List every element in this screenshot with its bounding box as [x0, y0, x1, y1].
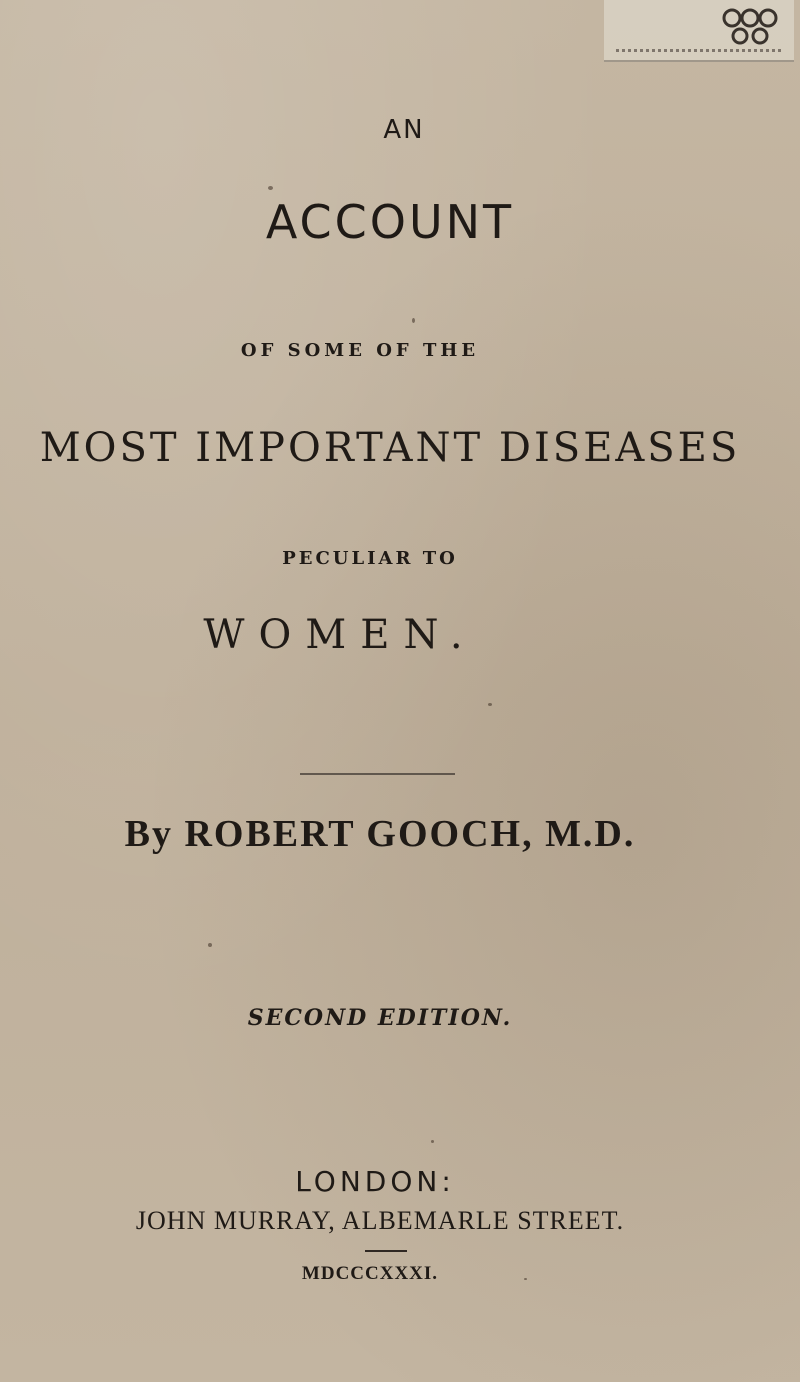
title-of-some-of-the: OF SOME OF THE	[240, 340, 480, 361]
edition-line: SECOND EDITION.	[247, 1005, 513, 1031]
stamp-rule	[616, 49, 782, 52]
title-an: AN	[383, 115, 425, 145]
author-line: By ROBERT GOOCH, M.D.	[124, 813, 636, 855]
foxing-speck	[268, 186, 273, 190]
title-most-important-diseases: MOST IMPORTANT DISEASES	[39, 425, 741, 471]
foxing-speck	[524, 1278, 527, 1280]
foxing-speck	[431, 1140, 434, 1143]
imprint-divider	[365, 1250, 407, 1252]
foxing-speck	[208, 943, 212, 947]
foxing-speck	[412, 318, 415, 323]
title-divider	[300, 773, 455, 775]
library-stamp	[604, 0, 794, 62]
title-account: ACCOUNT	[265, 195, 515, 249]
foxing-speck	[488, 703, 492, 706]
imprint-publisher: JOHN MURRAY, ALBEMARLE STREET.	[135, 1206, 625, 1235]
imprint-place: LONDON:	[295, 1165, 455, 1198]
title-women: WOMEN.	[203, 612, 477, 658]
imprint-year: MDCCCXXXI.	[301, 1263, 439, 1284]
stamp-number-image	[720, 4, 780, 48]
title-peculiar-to: PECULIAR TO	[282, 548, 458, 569]
